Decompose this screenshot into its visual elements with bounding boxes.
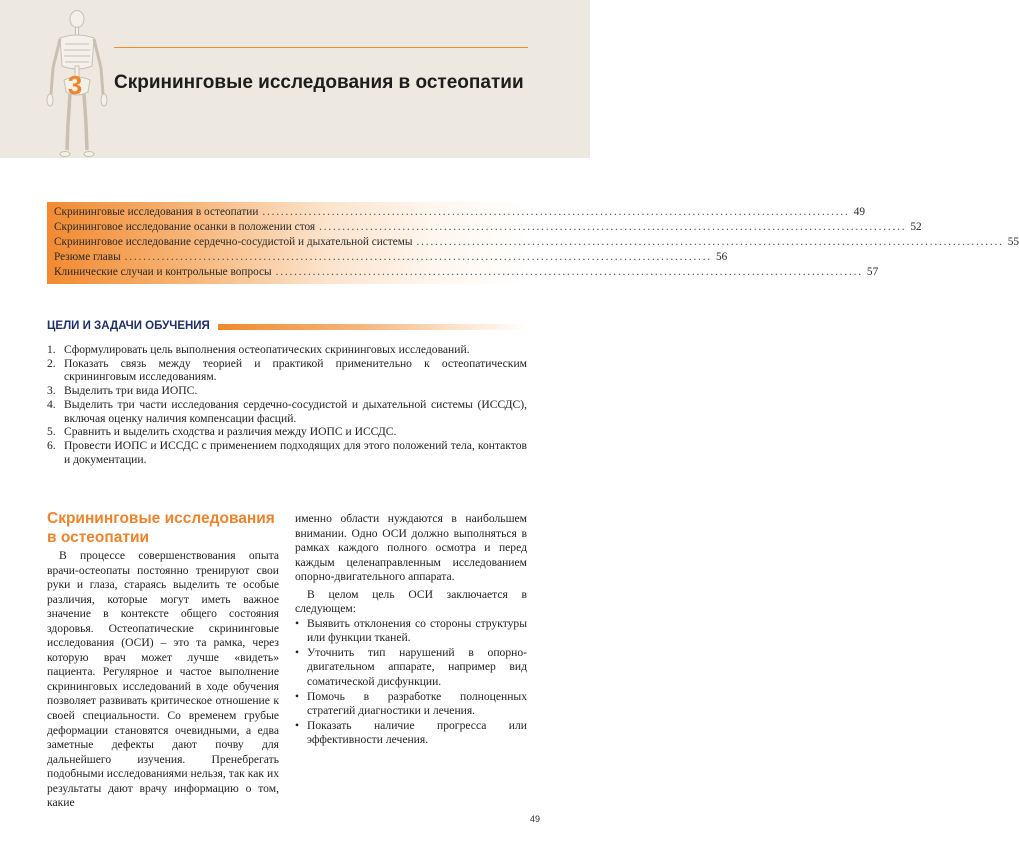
list-item: 6. Провести ИОПС и ИССДС с применением подходящих для этого положений тела, контактов и документации. [47, 438, 527, 466]
list-item: 5. Сравнить и выделить сходства и различия между ИОПС и ИССДС. [47, 425, 397, 439]
list-item: 3. Выделить три вида ИОПС. [47, 384, 198, 398]
list-item: • Уточнить тип нарушений в опорно-двигательном аппарате, например вид соматической дисфункции. [295, 646, 527, 690]
toc-entry[interactable]: Клинические случаи и контрольные вопросы ............................................................................................................................... 57 [54, 266, 879, 278]
list-item: 2. Показать связь между теорией и практикой применительно к остеопатическим скрининговым исследованиям. [47, 356, 527, 384]
body-column-left [47, 549, 279, 811]
toc-entry[interactable]: Скрининговые исследования в остеопатии ............................................................................................................................... 49 [54, 206, 865, 218]
section-title: Скрининговые исследования в остеопатии [47, 510, 275, 546]
chapter-contents [47, 202, 1019, 284]
purpose-bullet-list [295, 617, 527, 748]
toc-entry[interactable]: Резюме главы ............................................................................................................................... 56 [54, 251, 728, 263]
body-paragraph: В процессе совершенствования опыта врачи-остеопаты постоянно тренируют свои руки и глаза, стараясь выделить те особые различия, которые могут иметь важное значение в контексте общего состояния здоровья. Остеопатические скрининговые исследования (ОСИ) – это та рамка, через которую врач может лучше «видеть» пациента. Регулярное и частое выполнение скрининговых исследований в ходе обучения позволяет развивать критическое отношение к своей специальности. Со временем грубые деформации становятся очевидными, а едва заметные дефекты дают почву для дальнейшего изучения. Пренебрегать подобными исследованиями нельзя, так как их результаты дают врачу информацию о том, какие [47, 549, 279, 810]
chapter-number: 3 [67, 70, 83, 100]
list-item: • Показать наличие прогресса или эффективности лечения. [295, 719, 527, 748]
learning-goals-list [47, 343, 527, 466]
header-rule [114, 47, 528, 48]
body-column-right [295, 512, 527, 748]
body-paragraph: именно области нуждаются в наибольшем внимании. Одно ОСИ должно выполняться в рамках каждого полного осмотра и перед каждым целенаправленным исследованием опорно-двигательного аппарата. [295, 512, 527, 584]
toc-entry[interactable]: Скрининговое исследование осанки в положении стоя ............................................................................................................................... 52 [54, 221, 922, 233]
chapter-title: Скрининговые исследования в остеопатии [114, 72, 524, 93]
body-paragraph: В целом цель ОСИ заключается в следующем: [295, 587, 527, 616]
chapter-header [0, 0, 590, 158]
learning-goals-heading: ЦЕЛИ И ЗАДАЧИ ОБУЧЕНИЯ [47, 320, 210, 332]
page-number: 49 [529, 814, 540, 824]
list-item: • Помочь в разработке полноценных стратегий диагностики и лечения. [295, 690, 527, 719]
list-item: • Выявить отклонения со стороны структуры или функции тканей. [295, 617, 527, 646]
toc-entry[interactable]: Скрининговое исследование сердечно-сосудистой и дыхательной системы ............................................................................................................................... 55 [54, 236, 1019, 248]
list-item: 4. Выделить три части исследования сердечно-сосудистой и дыхательной системы (ИССДС), включая оценку наличия компенсации фасций. [47, 397, 527, 425]
list-item: 1. Сформулировать цель выполнения остеопатических скрининговых исследований. [47, 343, 470, 356]
heading-accent-bar [218, 324, 527, 330]
